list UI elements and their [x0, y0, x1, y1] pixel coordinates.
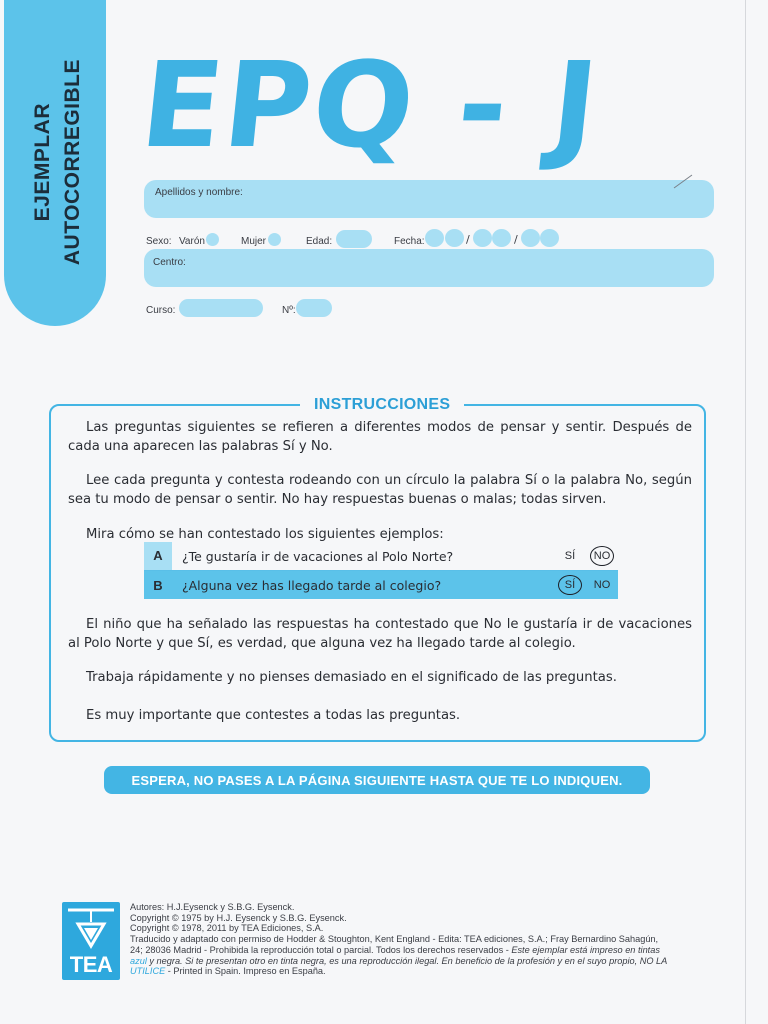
- date-day-2[interactable]: [445, 229, 464, 247]
- date-sep-2: /: [514, 233, 518, 246]
- date-day-1[interactable]: [425, 229, 444, 247]
- example-b-letter: B: [153, 577, 163, 593]
- example-a-question: ¿Te gustaría ir de vacaciones al Polo Norte?: [182, 548, 454, 564]
- example-b-si: [554, 575, 586, 595]
- female-label: Mujer: [241, 236, 267, 247]
- course-label: Curso:: [146, 305, 176, 316]
- instructions-p3-text: Mira cómo se han contestado los siguientes ejemplos:: [86, 527, 444, 542]
- credits-trad3: [130, 956, 720, 967]
- credits-trad1: Traducido y adaptado con permiso de Hodder & Stoughton, Kent England - Edita: TEA ediciones, S.A.; Fray Bernardino Sahagún,: [130, 934, 659, 945]
- age-field[interactable]: [336, 230, 372, 248]
- instructions-p5-text: Trabaja rápidamente y no pienses demasiado en el significado de las preguntas.: [86, 670, 617, 685]
- name-label: Apellidos y nombre:: [155, 187, 243, 198]
- tea-logo: [62, 902, 120, 980]
- field-pen-mark: [672, 172, 694, 190]
- example-b-si-circled: SÍ: [558, 575, 582, 595]
- date-month-1[interactable]: [473, 229, 492, 247]
- instructions-p2: [68, 471, 692, 509]
- wait-warning-bar: ESPERA, NO PASES A LA PÁGINA SIGUIENTE HASTA QUE TE LO INDIQUEN.: [104, 766, 650, 794]
- instructions-p6-text: Es muy importante que contestes a todas las preguntas.: [86, 708, 461, 723]
- credits-copy1: Copyright © 1975 by H.J. Eysenck y S.B.G. Eysenck.: [130, 912, 347, 923]
- number-field[interactable]: [296, 299, 332, 317]
- female-option[interactable]: [268, 233, 281, 246]
- credits-trad3b: y negra. Si te presentan otro en tinta negra, es una reproducción ilegal. En beneficio de la profesión y en el suyo propio, NO LA: [146, 955, 668, 966]
- credits-copy2: Copyright © 1978, 2011 by TEA Ediciones, S.A.: [130, 923, 324, 934]
- page-title: EPQ - J: [134, 36, 606, 174]
- instructions-p4: [68, 615, 692, 653]
- example-b-no: NO: [593, 579, 611, 591]
- center-label: Centro:: [153, 257, 186, 268]
- date-month-2[interactable]: [492, 229, 511, 247]
- credits: [130, 902, 720, 977]
- example-a-si: SÍ: [564, 550, 576, 562]
- side-tab-line1: EJEMPLAR: [31, 102, 54, 222]
- instructions-p5: [68, 668, 692, 687]
- instructions-p1-text: Las preguntas siguientes se refieren a diferentes modos de pensar y sentir. Después de cada una aparecen las palabras Sí y No.: [68, 420, 692, 454]
- page-edge: [745, 0, 746, 1024]
- date-year-2[interactable]: [540, 229, 559, 247]
- male-option[interactable]: [206, 233, 219, 246]
- example-row-a: [144, 542, 618, 571]
- credits-trad3a: azul: [130, 955, 147, 966]
- name-field[interactable]: [144, 180, 714, 218]
- instructions-p1: [68, 418, 692, 456]
- number-label: Nº:: [282, 305, 296, 316]
- date-sep-1: /: [466, 233, 470, 246]
- credits-authors: Autores: H.J.Eysenck y S.B.G. Eysenck.: [130, 902, 295, 912]
- side-tab: [4, 0, 106, 326]
- center-field[interactable]: [144, 249, 714, 287]
- date-label: Fecha:: [394, 236, 425, 247]
- example-b-question: ¿Alguna vez has llegado tarde al colegio?: [182, 577, 442, 593]
- tea-logo-text: TEA: [69, 952, 113, 977]
- credits-trad2b: Este ejemplar está impreso en tintas: [511, 944, 660, 955]
- example-a-letter: A: [144, 542, 172, 570]
- credits-trad4b: - Printed in Spain. Impreso en España.: [165, 966, 326, 977]
- examples-table: [144, 542, 618, 600]
- instructions-p6: [68, 706, 692, 725]
- credits-trad2a: 24; 28036 Madrid - Prohibida la reproducción total o parcial. Todos los derechos reservados -: [130, 944, 512, 955]
- side-tab-text: [16, 42, 100, 282]
- sex-label: Sexo:: [146, 236, 172, 247]
- instructions-p4-text: El niño que ha señalado las respuestas ha contestado que No le gustaría ir de vacaciones al Polo Norte y que Sí, es verdad, que alguna vez ha llegado tarde al colegio.: [68, 617, 692, 651]
- example-a-no: [586, 546, 618, 566]
- course-field[interactable]: [179, 299, 263, 317]
- credits-trad2: [130, 945, 720, 956]
- credits-trad4a: UTILICE: [130, 966, 166, 977]
- example-row-b: [144, 571, 618, 599]
- age-label: Edad:: [306, 236, 333, 247]
- instructions-p2-text: Lee cada pregunta y contesta rodeando con un círculo la palabra Sí o la palabra No, según sea tu modo de pensar o sentir. No hay respuestas buenas o malas; todas sirven.: [68, 473, 692, 507]
- example-a-no-circled: NO: [590, 546, 614, 566]
- side-tab-line2: AUTOCORREGIBLE: [61, 58, 84, 266]
- date-year-1[interactable]: [521, 229, 540, 247]
- instructions-heading: INSTRUCCIONES: [300, 396, 464, 414]
- credits-trad4: [130, 966, 720, 977]
- male-label: Varón: [179, 236, 205, 247]
